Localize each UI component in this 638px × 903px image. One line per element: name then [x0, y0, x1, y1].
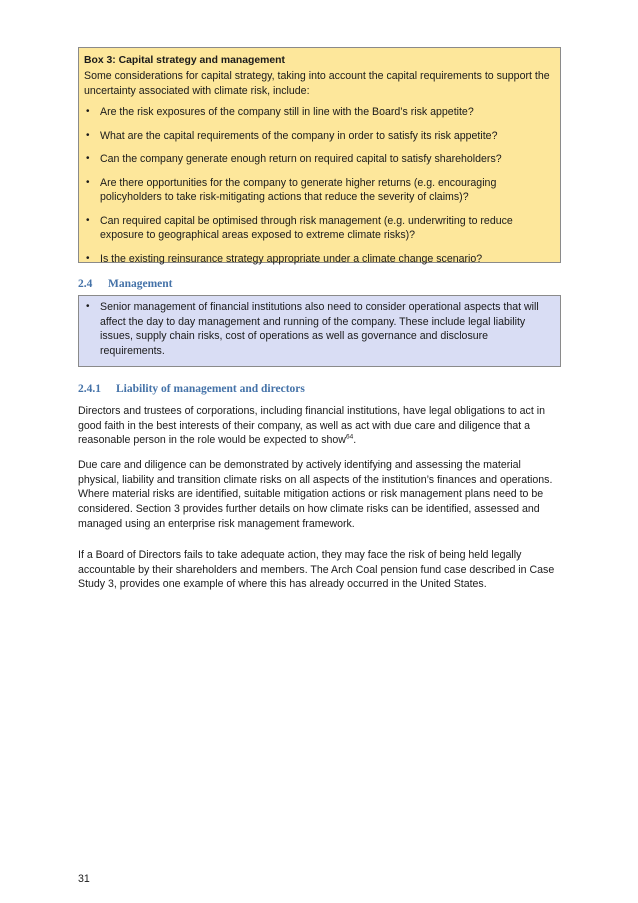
paragraph-board-accountability: If a Board of Directors fails to take adequate action, they may face the risk of being held legally accountable by their shareholders and members. The Arch Coal pension fund case described in Case Study 3, provides one example of where this has already occurred in the United States. — [78, 549, 555, 591]
bullet-icon: • — [86, 214, 90, 226]
bullet-icon: • — [86, 301, 90, 312]
list-item: • Is the existing reinsurance strategy appropriate under a climate change scenario? — [86, 252, 483, 265]
bullet-icon: • — [86, 129, 90, 141]
list-item: • Are the risk exposures of the company still in line with the Board’s risk appetite? — [86, 106, 474, 118]
box-3-capital-strategy — [78, 47, 561, 263]
box-title: Box 3: Capital strategy and management — [84, 55, 285, 66]
list-item: • Senior management of financial institutions also need to consider operational aspects that will affect the day to day management and running of the company. These include legal liability issues, supply chain risks, cost of operations as well as governance and disclosure requirements. — [86, 301, 539, 357]
list-item: • Can the company generate enough return on required capital to satisfy shareholders? — [86, 153, 502, 165]
management-box — [78, 295, 561, 367]
bullet-icon: • — [86, 153, 90, 164]
list-item: • What are the capital requirements of the company in order to satisfy its risk appetite? — [86, 129, 498, 142]
list-item: • Can required capital be optimised through risk management (e.g. underwriting to reduce exposure to geographical areas exposed to extreme climate risks)? — [86, 214, 513, 241]
paragraph-due-care: Due care and diligence can be demonstrated by actively identifying and assessing the material physical, liability and transition climate risks on all aspects of the institution’s finances and operations. Where material risks are identified, suitable mitigation actions or risk management plans need to be considered. Section 3 provides further details on how climate risks can be identified, assessed and managed using an enterprise risk management framework. — [78, 459, 553, 530]
section-heading-management — [78, 278, 173, 290]
bullet-icon: • — [86, 106, 90, 117]
section-number: 2.4 — [78, 278, 93, 290]
section-heading-liability — [78, 383, 305, 395]
box-intro: Some considerations for capital strategy, taking into account the capital requirements to support the uncertainty associated with climate risk, include: — [84, 70, 550, 97]
section-title: Liability of management and directors — [116, 383, 305, 395]
footnote-ref: 64 — [345, 433, 354, 441]
bullet-icon: • — [86, 252, 90, 264]
list-item: • Are there opportunities for the company to generate higher returns (e.g. encouraging policyholders to take risk-mitigating actions that reduce the severity of claims)? — [86, 176, 497, 203]
paragraph-directors-obligations: Directors and trustees of corporations, including financial institutions, have legal obligations to act in good faith in the best interests of their company, as well as act with due care and diligence that a reasonable person in the role would be expected to show$^{64}$. — [78, 405, 545, 447]
box-3-bullet-list — [79, 105, 562, 275]
page-number: 31 — [78, 873, 90, 885]
section-number: 2.4.1 — [78, 383, 101, 395]
bullet-icon: • — [86, 176, 90, 188]
management-bullet-list — [79, 300, 562, 358]
section-title: Management — [108, 278, 173, 290]
